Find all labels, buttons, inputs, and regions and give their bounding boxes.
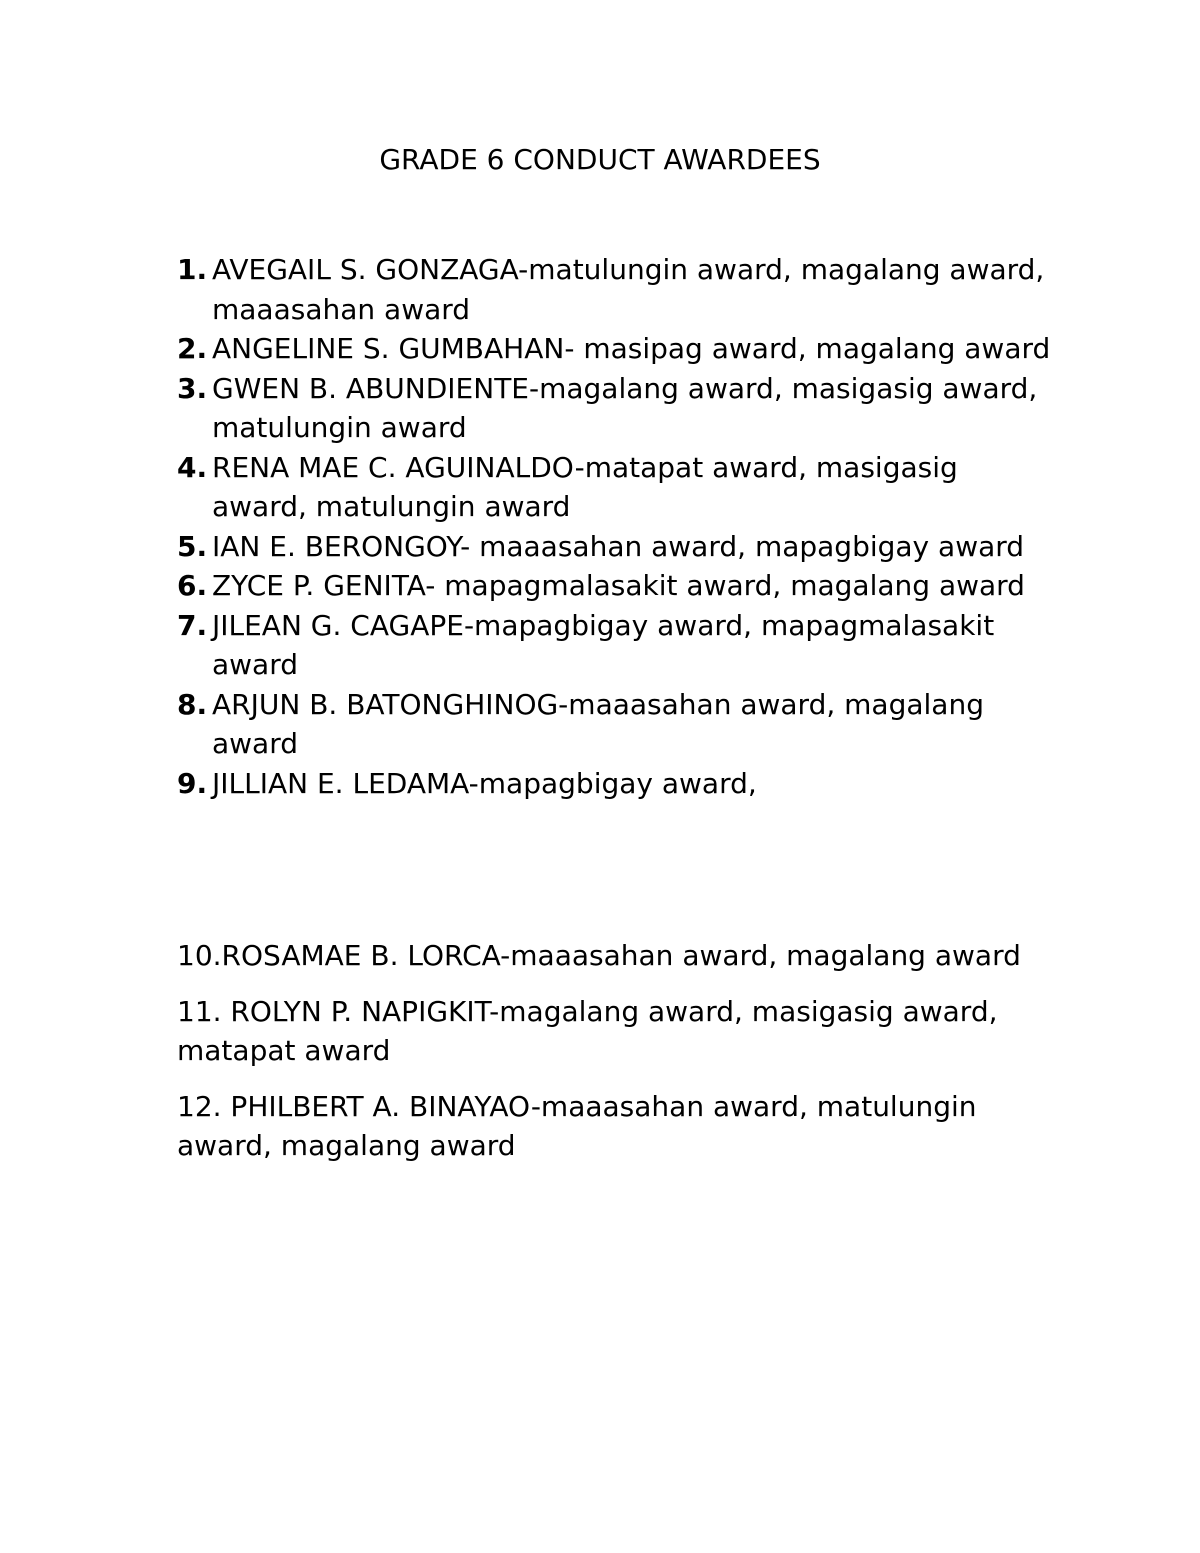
- item-text: JILLIAN E. LEDAMA-mapagbigay award,: [212, 766, 757, 800]
- list-item: 10.ROSAMAE B. LORCA-maaasahan award, magalang award: [177, 939, 1021, 972]
- list-item: [177, 685, 1057, 764]
- item-text: ZYCE P. GENITA- mapagmalasakit award, magalang award: [212, 569, 1025, 602]
- list-item: 11. ROLYN P. NAPIGKIT-magalang award, masigasig award, matapat award: [177, 994, 998, 1067]
- awardees-numbered-list: [177, 250, 1057, 803]
- list-item: [177, 764, 1057, 804]
- list-item: [177, 329, 1057, 369]
- list-item: [177, 369, 1057, 448]
- item-number: 6.: [177, 569, 208, 602]
- item-text: ANGELINE S. GUMBAHAN- masipag award, magalang award: [212, 332, 1051, 365]
- list-item: [177, 250, 1057, 329]
- list-item: [177, 566, 1057, 606]
- item-number: 8.: [177, 687, 208, 721]
- item-text: GWEN B. ABUNDIENTE-magalang award, masigasig award, matulungin award: [212, 371, 1038, 444]
- item-number: 3.: [177, 371, 208, 405]
- list-item: [177, 527, 1057, 567]
- item-text: AVEGAIL S. GONZAGA-matulungin award, magalang award, maaasahan award: [212, 253, 1045, 326]
- list-item: 12. PHILBERT A. BINAYAO-maaasahan award, matulungin award, magalang award: [177, 1089, 977, 1162]
- list-item: [177, 606, 1057, 685]
- item-number: 5.: [177, 529, 208, 563]
- item-number: 9.: [177, 766, 208, 800]
- awardees-plain-list: [177, 936, 1057, 1182]
- item-number: 1.: [177, 253, 208, 286]
- item-text: JILEAN G. CAGAPE-mapagbigay award, mapagmalasakit award: [212, 608, 995, 681]
- list-item: [177, 448, 1057, 527]
- item-number: 4.: [177, 450, 208, 484]
- item-number: 2.: [177, 332, 208, 365]
- document-title: GRADE 6 CONDUCT AWARDEES: [379, 143, 821, 176]
- item-text: ARJUN B. BATONGHINOG-maaasahan award, magalang award: [212, 687, 984, 760]
- item-number: 7.: [177, 608, 208, 642]
- item-text: IAN E. BERONGOY- maaasahan award, mapagbigay award: [212, 529, 1025, 563]
- item-text: RENA MAE C. AGUINALDO-matapat award, masigasig award, matulungin award: [212, 450, 958, 523]
